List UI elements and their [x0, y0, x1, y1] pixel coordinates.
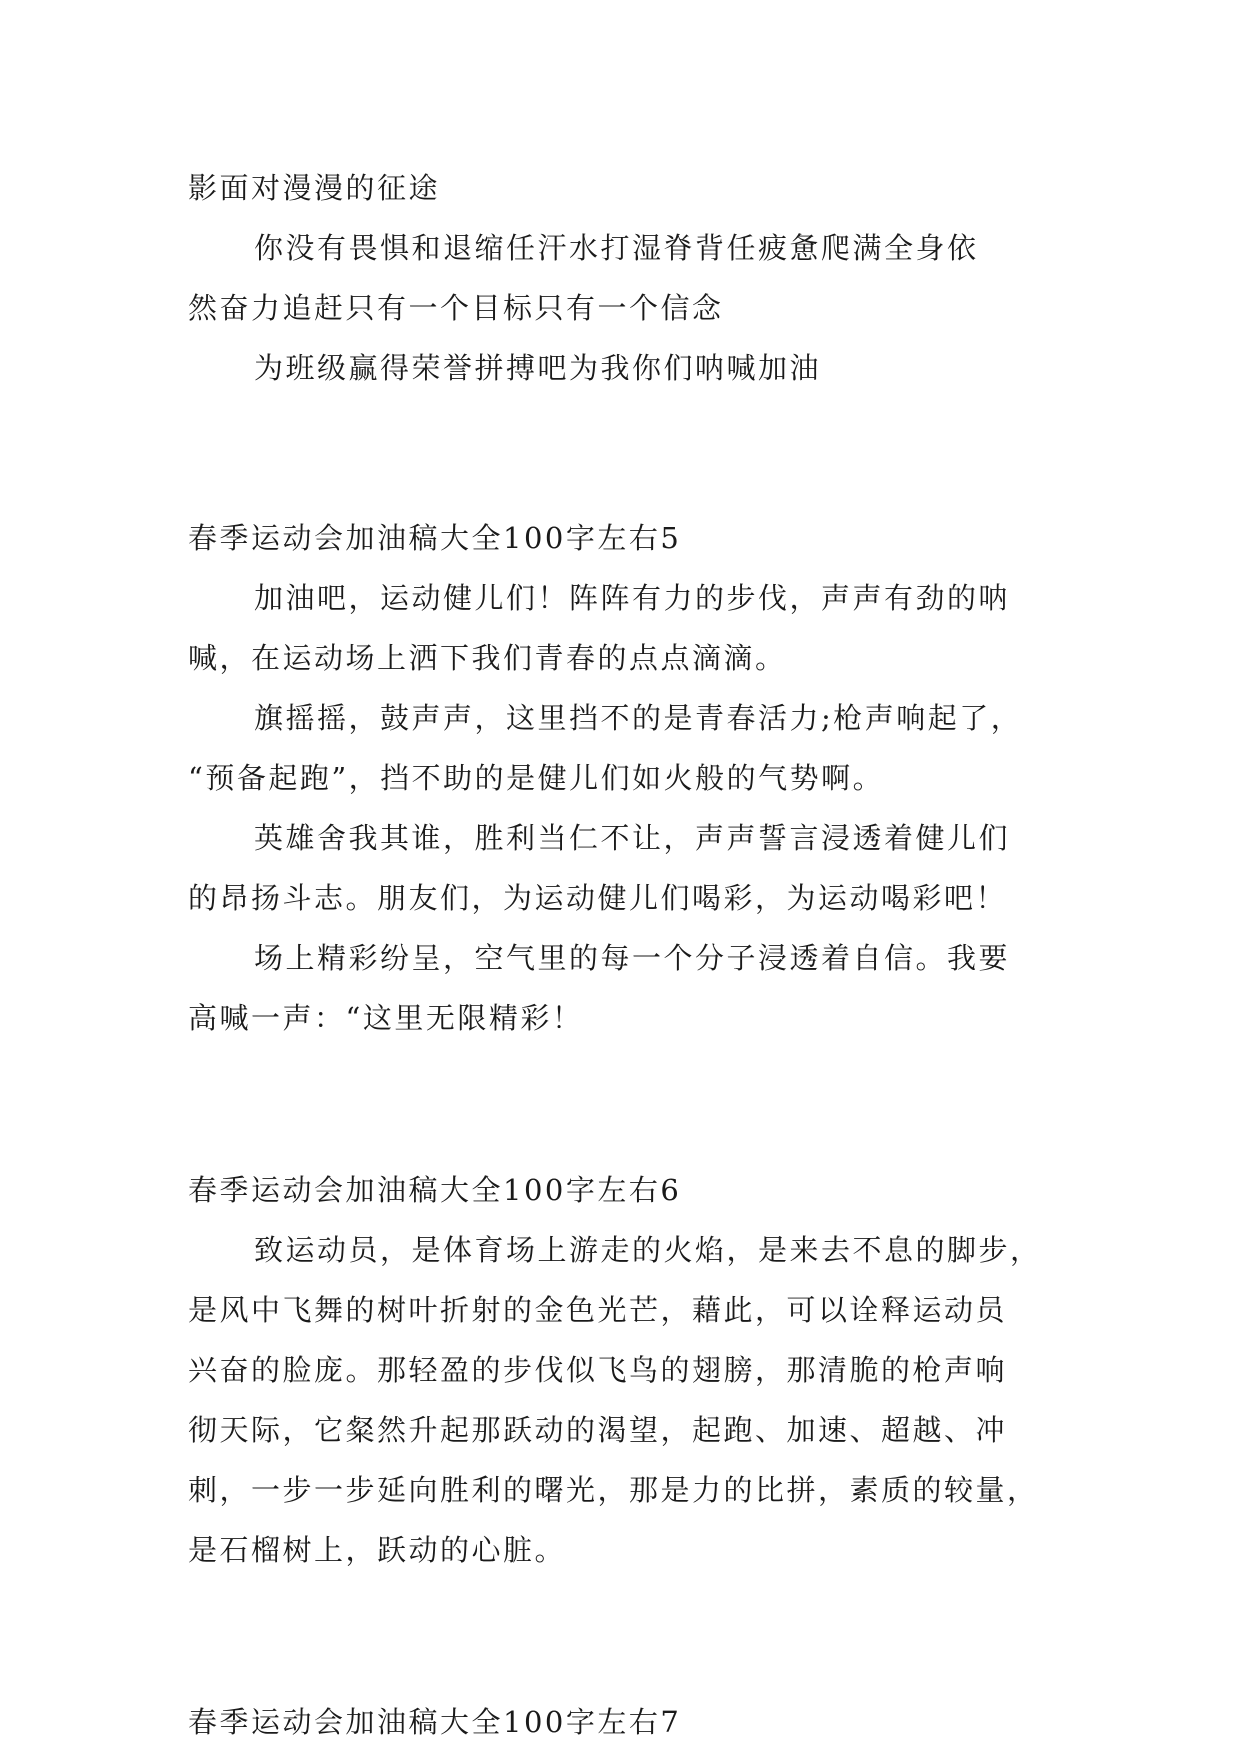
paragraph-line: 彻天际，它粲然升起那跃动的渴望，起跑、加速、超越、冲	[188, 1413, 1008, 1447]
paragraph-line: 然奋力追赶只有一个目标只有一个信念	[188, 291, 724, 325]
paragraph-line: 是风中飞舞的树叶折射的金色光芒，藉此，可以诠释运动员	[188, 1293, 1008, 1327]
paragraph-line: 喊，在运动场上洒下我们青春的点点滴滴。	[188, 641, 787, 675]
paragraph-line: 旗摇摇，鼓声声，这里挡不的是青春活力;枪声响起了，	[254, 701, 1023, 735]
paragraph-line: 的昂扬斗志。朋友们，为运动健儿们喝彩，为运动喝彩吧！	[188, 881, 1008, 915]
section-spacer	[188, 398, 1048, 508]
paragraph-line: 影面对漫漫的征途	[188, 171, 441, 205]
paragraph-line: 加油吧，运动健儿们！阵阵有力的步伐，声声有劲的呐	[254, 581, 1011, 615]
paragraph-line: 兴奋的脸庞。那轻盈的步伐似飞鸟的翅膀，那清脆的枪声响	[188, 1353, 1008, 1387]
paragraph-line: 致运动员，是体育场上游走的火焰，是来去不息的脚步，	[254, 1233, 1042, 1267]
section-spacer	[188, 1580, 1048, 1692]
paragraph-line: 英雄舍我其谁，胜利当仁不让，声声誓言浸透着健儿们	[254, 821, 1011, 855]
paragraph-line: 场上精彩纷呈，空气里的每一个分子浸透着自信。我要	[254, 941, 1011, 975]
document-body	[188, 158, 1048, 1752]
paragraph-line: 高喊一声：“这里无限精彩！	[188, 1001, 584, 1035]
section-heading: 春季运动会加油稿大全100字左右7	[188, 1705, 682, 1739]
paragraph-line: “预备起跑”，挡不助的是健儿们如火般的气势啊。	[188, 761, 885, 795]
section-spacer	[188, 1048, 1048, 1160]
section-heading: 春季运动会加油稿大全100字左右6	[188, 1173, 682, 1207]
paragraph-line: 刺，一步一步延向胜利的曙光，那是力的比拼，素质的较量，	[188, 1473, 1039, 1507]
section-heading: 春季运动会加油稿大全100字左右5	[188, 521, 682, 555]
paragraph-line: 你没有畏惧和退缩任汗水打湿脊背任疲惫爬满全身依	[254, 231, 979, 265]
paragraph-line: 为班级赢得荣誉拼搏吧为我你们呐喊加油	[254, 351, 822, 385]
paragraph-line: 是石榴树上，跃动的心脏。	[188, 1533, 567, 1567]
